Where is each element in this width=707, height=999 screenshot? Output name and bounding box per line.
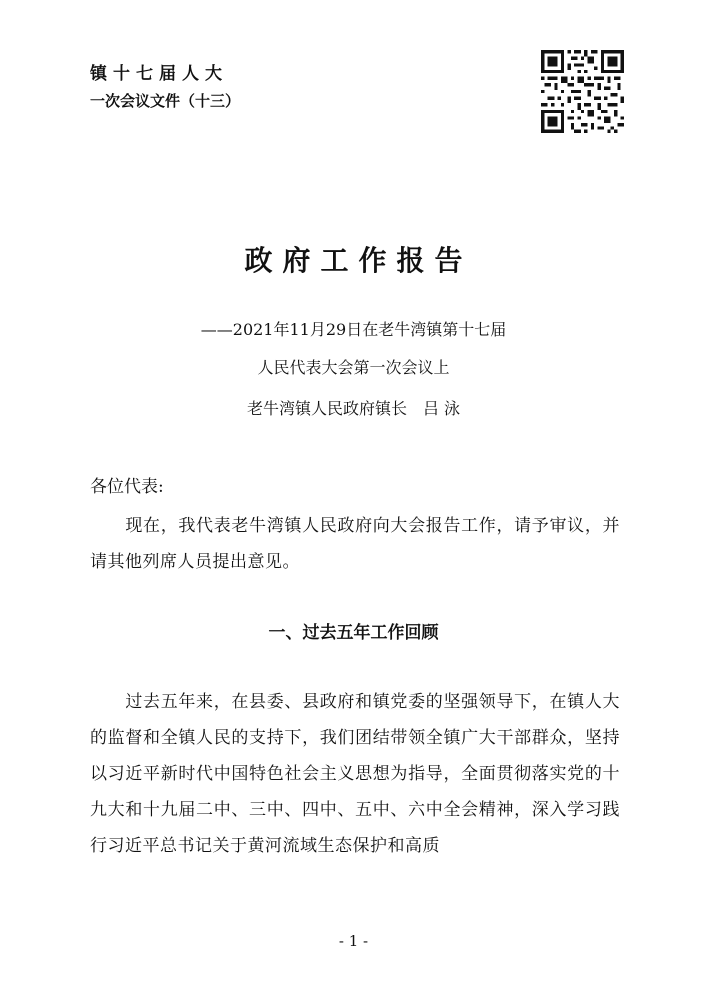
report-subtitle-occasion: 人民代表大会第一次会议上	[257, 358, 450, 377]
section-heading: 一、过去五年工作回顾	[268, 623, 439, 643]
header-organization: 镇十七届人大	[90, 64, 228, 84]
header-document-number: 一次会议文件（十三）	[90, 92, 241, 110]
qr-code-icon	[541, 50, 624, 133]
report-subtitle-date: ——2021年11月29日在老牛湾镇第十七届	[200, 320, 507, 339]
report-speaker: 老牛湾镇人民政府镇长 吕 泳	[246, 399, 461, 418]
section-paragraph: 过去五年来，在县委、县政府和镇党委的坚强领导下，在镇人大的监督和全镇人民的支持下，我们团结带领全镇广大干部群众，坚持以习近平新时代中国特色社会主义思想为指导，全面贯彻落实党的十九大和十九届二中、三中、四中、五中、六中全会精神，深入学习践行习近平总书记关于黄河流域生态保护和高质	[90, 692, 620, 856]
intro-paragraph: 现在，我代表老牛湾镇人民政府向大会报告工作，请予审议，并请其他列席人员提出意见。	[90, 516, 620, 572]
salutation: 各位代表:	[90, 477, 164, 497]
page-number: - 1 -	[338, 932, 369, 950]
report-title: 政府工作报告	[244, 244, 473, 277]
